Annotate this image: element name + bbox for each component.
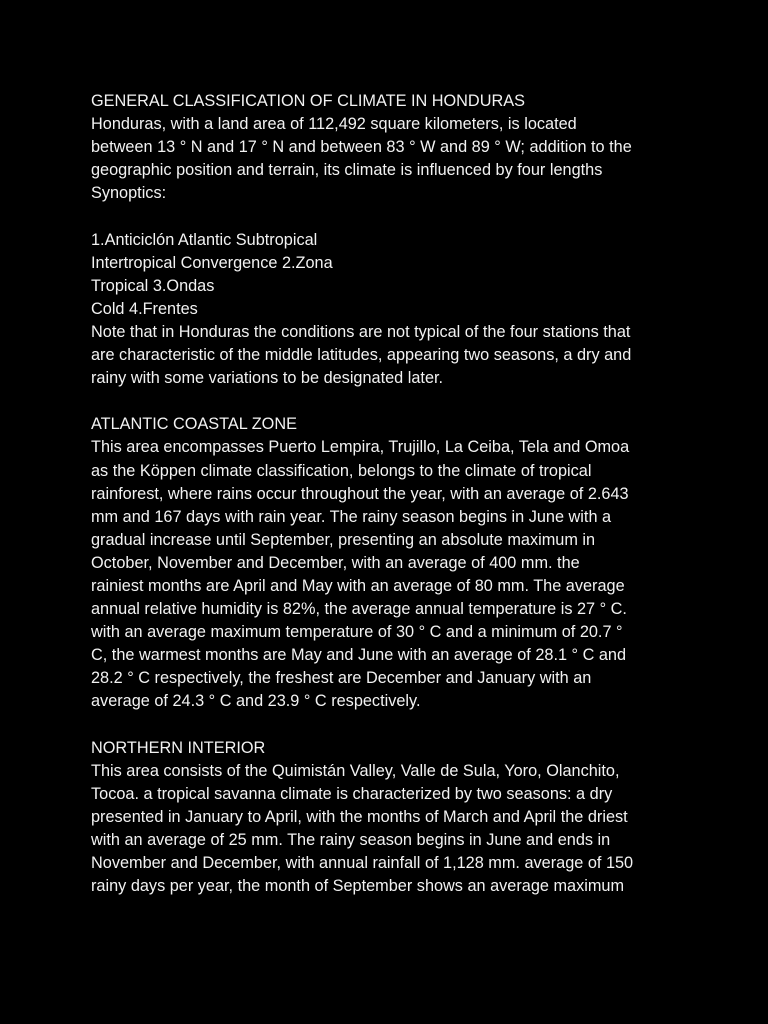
list-item: Intertropical Convergence 2.Zona bbox=[91, 253, 333, 272]
intro-line: geographic position and terrain, its climate is influenced by four lengths bbox=[91, 161, 603, 180]
paragraph-line: average of 24.3 ° C and 23.9 ° C respectively. bbox=[91, 692, 421, 711]
paragraph-line: 28.2 ° C respectively, the freshest are December and January with an bbox=[91, 669, 592, 688]
paragraph-line: gradual increase until September, presenting an absolute maximum in bbox=[91, 530, 596, 549]
list-item: Cold 4.Frentes bbox=[91, 299, 198, 318]
intro-section bbox=[91, 90, 691, 205]
paragraph-line: annual relative humidity is 82%, the average annual temperature is 27 ° C. bbox=[91, 600, 627, 619]
northern-section bbox=[91, 737, 691, 899]
note-line: Note that in Honduras the conditions are not typical of the four stations that bbox=[91, 322, 631, 341]
paragraph-gap bbox=[91, 205, 691, 228]
paragraph-gap bbox=[91, 390, 691, 413]
synoptic-list bbox=[91, 229, 691, 391]
paragraph-line: Tocoa. a tropical savanna climate is characterized by two seasons: a dry bbox=[91, 784, 613, 803]
list-item: 1.Anticiclón Atlantic Subtropical bbox=[91, 230, 318, 249]
paragraph-line: rainy days per year, the month of September shows an average maximum bbox=[91, 877, 625, 896]
note-line: rainy with some variations to be designated later. bbox=[91, 369, 444, 388]
section-heading: NORTHERN INTERIOR bbox=[91, 738, 266, 757]
paragraph-line: as the Köppen climate classification, belongs to the climate of tropical bbox=[91, 461, 592, 480]
section-heading: ATLANTIC COASTAL ZONE bbox=[91, 415, 297, 434]
document-title: GENERAL CLASSIFICATION OF CLIMATE IN HONDURAS bbox=[91, 92, 525, 110]
paragraph-gap bbox=[91, 714, 691, 737]
intro-line: Synoptics: bbox=[91, 184, 167, 203]
atlantic-section bbox=[91, 413, 691, 713]
paragraph-line: This area consists of the Quimistán Valley, Valle de Sula, Yoro, Olanchito, bbox=[91, 761, 620, 780]
paragraph-line: mm and 167 days with rain year. The rainy season begins in June with a bbox=[91, 507, 612, 526]
paragraph-line: C, the warmest months are May and June with an average of 28.1 ° C and bbox=[91, 646, 627, 665]
paragraph-line: with an average of 25 mm. The rainy season begins in June and ends in bbox=[91, 831, 611, 849]
note-line: are characteristic of the middle latitudes, appearing two seasons, a dry and bbox=[91, 346, 632, 365]
paragraph-line: rainforest, where rains occur throughout the year, with an average of 2.643 bbox=[91, 484, 629, 503]
intro-line: between 13 ° N and 17 ° N and between 83 ° W and 89 ° W; addition to the bbox=[91, 138, 632, 157]
paragraph-line: presented in January to April, with the months of March and April the driest bbox=[91, 807, 628, 826]
paragraph-line: rainiest months are April and May with an average of 80 mm. The average bbox=[91, 576, 625, 595]
paragraph-line: October, November and December, with an average of 400 mm. the bbox=[91, 553, 580, 572]
document-page bbox=[91, 90, 691, 898]
intro-line: Honduras, with a land area of 112,492 square kilometers, is located bbox=[91, 115, 577, 134]
paragraph-line: November and December, with annual rainfall of 1,128 mm. average of 150 bbox=[91, 854, 634, 873]
list-item: Tropical 3.Ondas bbox=[91, 276, 215, 295]
paragraph-line: This area encompasses Puerto Lempira, Trujillo, La Ceiba, Tela and Omoa bbox=[91, 438, 630, 457]
paragraph-line: with an average maximum temperature of 30 ° C and a minimum of 20.7 ° bbox=[91, 623, 623, 642]
